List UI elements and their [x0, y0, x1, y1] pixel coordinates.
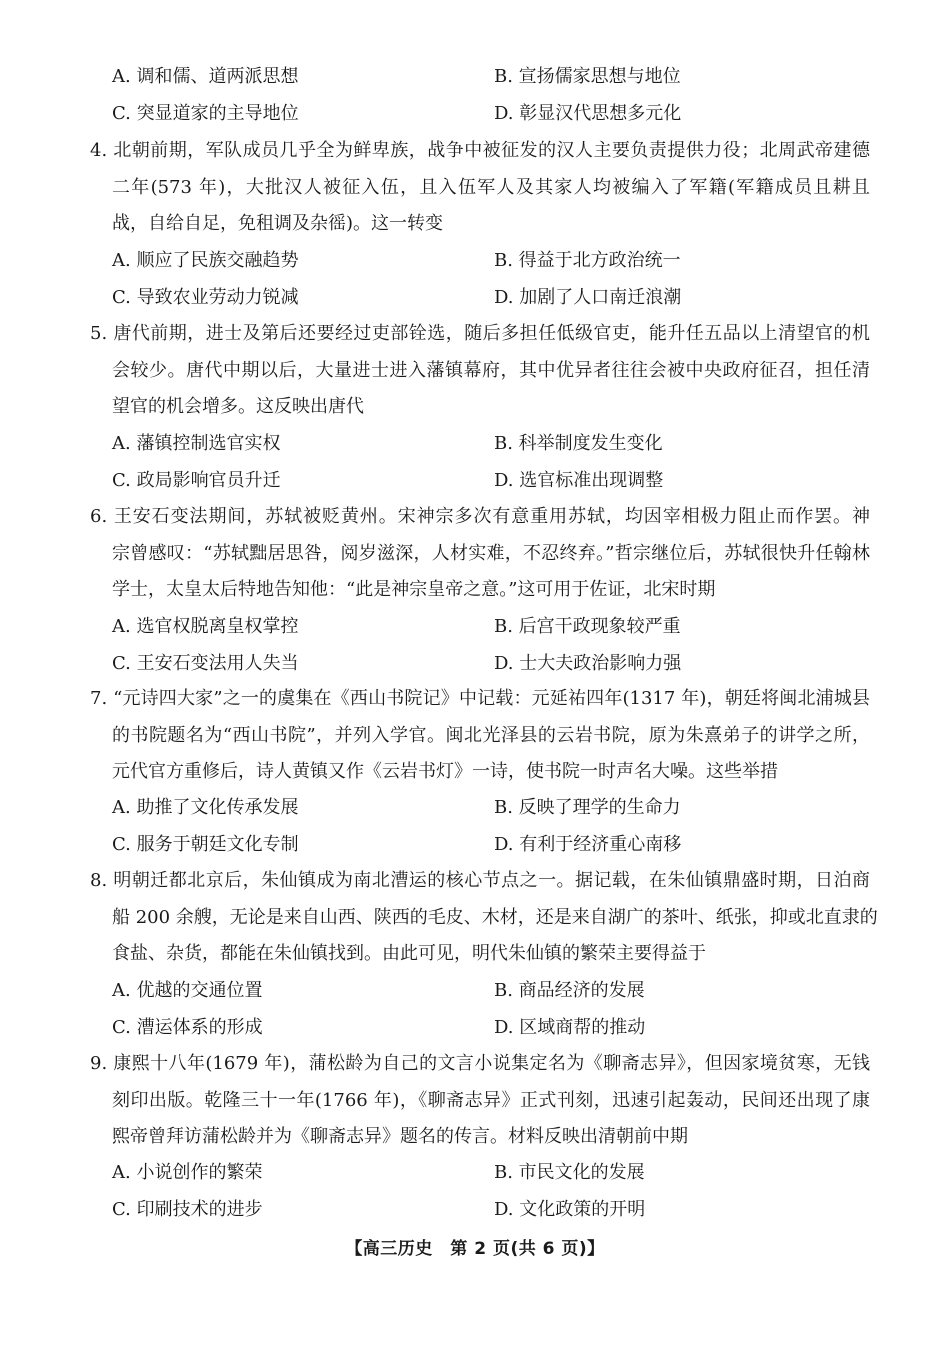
- q8-option-d[interactable]: D. 区域商帮的推动: [494, 1016, 646, 1038]
- q6-option-c[interactable]: C. 王安石变法用人失当: [112, 652, 299, 674]
- q7-option-row-2: [112, 827, 872, 864]
- q9-option-row-1: [112, 1155, 872, 1192]
- q4-stem: [90, 133, 870, 243]
- q4-option-c[interactable]: C. 导致农业劳动力锐减: [112, 286, 299, 308]
- q6-option-d[interactable]: D. 士大夫政治影响力强: [494, 652, 682, 674]
- q7-options: [112, 790, 872, 863]
- q9-option-c[interactable]: C. 印刷技术的进步: [112, 1198, 263, 1220]
- q3-options: [112, 59, 872, 132]
- q3-option-b[interactable]: B. 宣扬儒家思想与地位: [494, 66, 681, 87]
- q7-option-row-1: [112, 790, 872, 827]
- q6-stem-line-2: 宗曾感叹：“苏轼黜居思咎，阅岁滋深，人材实难，不忍终弃。”哲宗继位后，苏轼很快升任翰林: [112, 542, 870, 564]
- q5-stem-line-3: 望官的机会增多。这反映出唐代: [112, 396, 364, 417]
- q8-stem-line-2: 船 200 余艘，无论是来自山西、陕西的毛皮、木材，还是来自湖广的茶叶、纸张，抑或北直隶的: [112, 906, 878, 928]
- q6-options: [112, 609, 872, 682]
- q8-option-c[interactable]: C. 漕运体系的形成: [112, 1016, 263, 1038]
- q5-option-row-2: [112, 463, 872, 500]
- q7-option-d[interactable]: D. 有利于经济重心南移: [494, 833, 682, 855]
- q7-stem: [90, 681, 870, 791]
- q9-options: [112, 1155, 872, 1228]
- q9-stem-line-3: 熙帝曾拜访蒲松龄并为《聊斋志异》题名的传言。材料反映出清朝前中期: [112, 1126, 688, 1147]
- q6-option-row-1: [112, 609, 872, 646]
- q3-option-d[interactable]: D. 彰显汉代思想多元化: [494, 102, 682, 124]
- q5-stem: [90, 316, 870, 426]
- q4-stem-line-1: 4. 北朝前期，军队成员几乎全为鲜卑族，战争中被征发的汉人主要负责提供力役；北周武帝建德: [90, 140, 870, 161]
- q9-stem: [90, 1046, 870, 1156]
- q4-option-row-2: [112, 280, 872, 317]
- q8-option-a[interactable]: A. 优越的交通位置: [112, 980, 263, 1001]
- q8-option-row-1: [112, 973, 872, 1010]
- q4-options: [112, 243, 872, 316]
- q8-option-b[interactable]: B. 商品经济的发展: [494, 980, 645, 1001]
- q6-stem-line-1: 6. 王安石变法期间，苏轼被贬黄州。宋神宗多次有意重用苏轼，均因宰相极力阻止而作罢。神: [90, 506, 870, 527]
- q7-option-b[interactable]: B. 反映了理学的生命力: [494, 797, 681, 818]
- q3-option-a[interactable]: A. 调和儒、道两派思想: [112, 66, 299, 87]
- q5-options: [112, 426, 872, 499]
- q7-option-a[interactable]: A. 助推了文化传承发展: [112, 797, 299, 818]
- q6-stem: [90, 499, 870, 609]
- q8-stem-line-3: 食盐、杂货，都能在朱仙镇找到。由此可见，明代朱仙镇的繁荣主要得益于: [112, 943, 706, 964]
- q4-option-row-1: [112, 243, 872, 280]
- q7-option-c[interactable]: C. 服务于朝廷文化专制: [112, 833, 299, 855]
- q5-option-b[interactable]: B. 科举制度发生变化: [494, 433, 663, 454]
- q8-options: [112, 973, 872, 1046]
- q9-stem-line-1: 9. 康熙十八年(1679 年)，蒲松龄为自己的文言小说集定名为《聊斋志异》，但因家境贫寒，无钱: [90, 1053, 870, 1074]
- q7-stem-line-1: 7. “元诗四大家”之一的虞集在《西山书院记》中记载：元延祐四年(1317 年)，朝廷将闽北浦城县: [90, 688, 870, 709]
- q5-option-d[interactable]: D. 选官标准出现调整: [494, 469, 664, 491]
- q9-option-row-2: [112, 1192, 872, 1229]
- q6-stem-line-3: 学士，太皇太后特地告知他：“此是神宗皇帝之意。”这可用于佐证，北宋时期: [112, 579, 716, 600]
- q5-option-row-1: [112, 426, 872, 463]
- q7-stem-line-2: 的书院题名为“西山书院”，并列入学官。闽北光泽县的云岩书院，原为朱熹弟子的讲学之所，: [112, 724, 870, 746]
- q6-option-b[interactable]: B. 后宫干政现象较严重: [494, 616, 681, 637]
- q4-stem-line-3: 战，自给自足，免租调及杂徭)。这一转变: [112, 213, 444, 234]
- q9-option-b[interactable]: B. 市民文化的发展: [494, 1162, 645, 1183]
- q9-option-d[interactable]: D. 文化政策的开明: [494, 1198, 646, 1220]
- q9-option-a[interactable]: A. 小说创作的繁荣: [112, 1162, 263, 1183]
- q5-option-a[interactable]: A. 藩镇控制选官实权: [112, 433, 281, 454]
- q4-option-a[interactable]: A. 顺应了民族交融趋势: [112, 250, 299, 271]
- q7-stem-line-3: 元代官方重修后，诗人黄镇又作《云岩书灯》一诗，使书院一时声名大噪。这些举措: [112, 761, 778, 782]
- q8-stem-line-1: 8. 明朝迁都北京后，朱仙镇成为南北漕运的核心节点之一。据记载，在朱仙镇鼎盛时期，日泊商: [90, 870, 870, 891]
- q5-option-c[interactable]: C. 政局影响官员升迁: [112, 469, 281, 491]
- q8-option-row-2: [112, 1010, 872, 1047]
- q8-stem: [90, 863, 878, 973]
- q3-option-row-1: [112, 59, 872, 96]
- q6-option-a[interactable]: A. 选官权脱离皇权掌控: [112, 616, 299, 637]
- q5-stem-line-1: 5. 唐代前期，进士及第后还要经过吏部铨选，随后多担任低级官吏，能升任五品以上清望官的机: [90, 323, 870, 344]
- q5-stem-line-2: 会较少。唐代中期以后，大量进士进入藩镇幕府，其中优异者往往会被中央政府征召，担任清: [112, 359, 870, 381]
- q3-option-c[interactable]: C. 突显道家的主导地位: [112, 102, 299, 124]
- q4-option-d[interactable]: D. 加剧了人口南迁浪潮: [494, 286, 682, 308]
- q4-stem-line-2: 二年(573 年)，大批汉人被征入伍，且入伍军人及其家人均被编入了军籍(军籍成员且耕且: [112, 176, 870, 198]
- q4-option-b[interactable]: B. 得益于北方政治统一: [494, 250, 681, 271]
- page-footer: 【高三历史 第 2 页(共 6 页)】: [345, 1239, 605, 1259]
- q6-option-row-2: [112, 646, 872, 683]
- q9-stem-line-2: 刻印出版。乾隆三十一年(1766 年)，《聊斋志异》正式刊刻，迅速引起轰动，民间还出现了康: [112, 1089, 870, 1111]
- q3-option-row-2: [112, 96, 872, 133]
